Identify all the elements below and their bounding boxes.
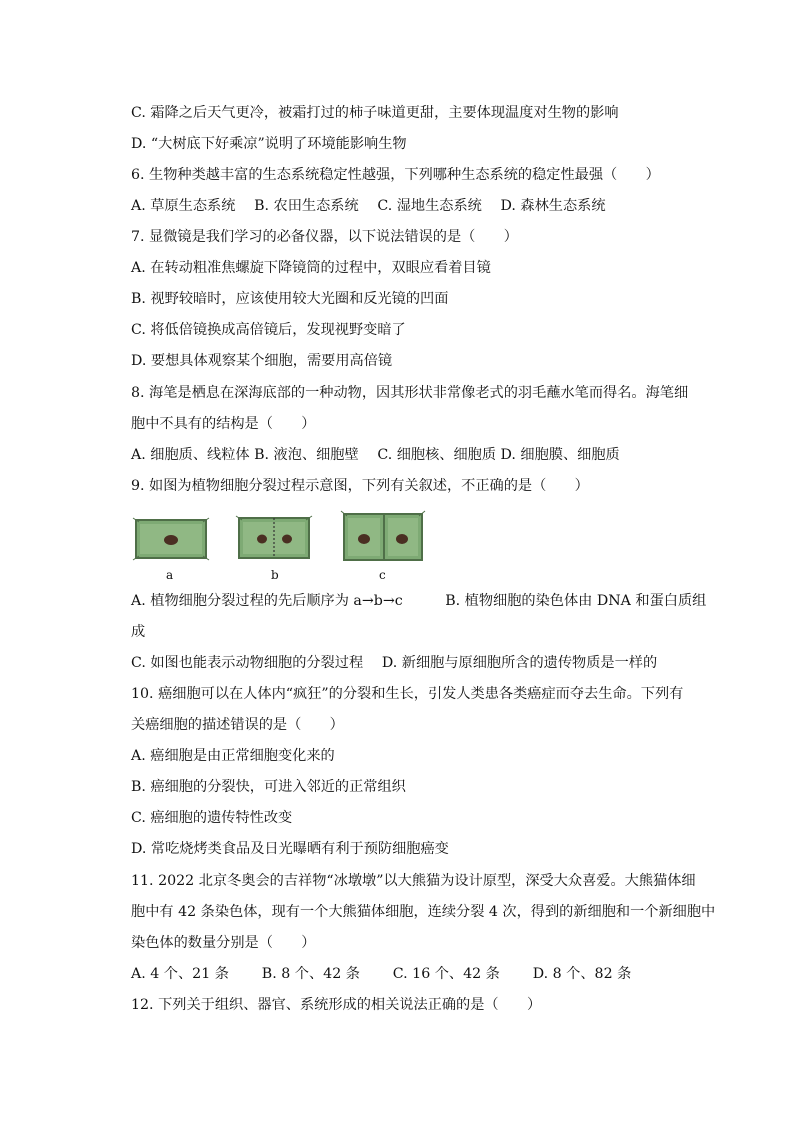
question-8-line1: 8. 海笔是栖息在深海底部的一种动物，因其形状非常像老式的羽毛蘸水笔而得名。海笔细 [131, 385, 689, 401]
options-6: A. 草原生态系统 B. 农田生态系统 C. 湿地生态系统 D. 森林生态系统 [131, 198, 606, 214]
question-8-line2: 胞中不具有的结构是（ ） [131, 416, 316, 432]
cell-division-figure [131, 508, 431, 584]
cell-b [236, 516, 312, 558]
options-11: A. 4 个、21 条 B. 8 个、42 条 C. 16 个、42 条 D. 8 个、82 条 [131, 966, 632, 982]
options-9-ab: A. 植物细胞分裂过程的先后顺序为 a→b→c B. 植物细胞的染色体由 DNA 和蛋白质组 [131, 593, 707, 609]
question-7: 7. 显微镜是我们学习的必备仪器，以下说法错误的是（ ） [131, 229, 518, 245]
question-11-line2: 胞中有 42 条染色体，现有一个大熊猫体细胞，连续分裂 4 次，得到的新细胞和一个新细胞中 [131, 904, 716, 920]
nucleus [396, 534, 408, 544]
cell-c [341, 511, 425, 560]
nucleus [164, 535, 178, 545]
options-9-ab-cont: 成 [131, 624, 146, 640]
cell-division-diagram [131, 508, 431, 568]
question-9: 9. 如图为植物细胞分裂过程示意图，下列有关叙述，不正确的是（ ） [131, 478, 589, 494]
option-10c: C. 癌细胞的遗传特性改变 [131, 810, 293, 826]
options-9-cd: C. 如图也能表示动物细胞的分裂过程 D. 新细胞与原细胞所含的遗传物质是一样的 [131, 655, 658, 671]
question-10-line2: 关癌细胞的描述错误的是（ ） [131, 717, 344, 733]
option-7d: D. 要想具体观察某个细胞，需要用高倍镜 [131, 353, 393, 369]
options-8: A. 细胞质、线粒体 B. 液泡、细胞壁 C. 细胞核、细胞质 D. 细胞膜、细胞质 [131, 447, 620, 463]
option-7a: A. 在转动粗准焦螺旋下降镜筒的过程中，双眼应看着目镜 [131, 260, 491, 276]
nucleus [257, 535, 267, 544]
question-11-line3: 染色体的数量分别是（ ） [131, 935, 316, 951]
nucleus [282, 535, 292, 544]
option-10b: B. 癌细胞的分裂快，可进入邻近的正常组织 [131, 779, 406, 795]
question-11-line1: 11. 2022 北京冬奥会的吉祥物“冰墩墩”以大熊猫为设计原型，深受大众喜爱。大熊猫体细 [131, 873, 696, 889]
nucleus [358, 534, 370, 544]
option-7b: B. 视野较暗时，应该使用较大光圈和反光镜的凹面 [131, 291, 449, 307]
question-10-line1: 10. 癌细胞可以在人体内“疯狂”的分裂和生长，引发人类患各类癌症而夺去生命。下列有 [131, 686, 684, 702]
option-10a: A. 癌细胞是由正常细胞变化来的 [131, 748, 335, 764]
option-5d: D. “大树底下好乘凉”说明了环境能影响生物 [131, 136, 407, 152]
question-6: 6. 生物种类越丰富的生态系统稳定性越强，下列哪种生态系统的稳定性最强（ ） [131, 167, 660, 183]
option-10d: D. 常吃烧烤类食品及日光曝晒有利于预防细胞癌变 [131, 841, 449, 857]
option-5c: C. 霜降之后天气更冷，被霜打过的柿子味道更甜，主要体现温度对生物的影响 [131, 105, 619, 121]
label-b: b [271, 568, 279, 582]
question-12: 12. 下列关于组织、器官、系统形成的相关说法正确的是（ ） [131, 997, 542, 1013]
cell-a [133, 518, 209, 560]
label-c: c [379, 568, 386, 582]
label-a: a [166, 568, 174, 582]
option-7c: C. 将低倍镜换成高倍镜后，发现视野变暗了 [131, 322, 406, 338]
